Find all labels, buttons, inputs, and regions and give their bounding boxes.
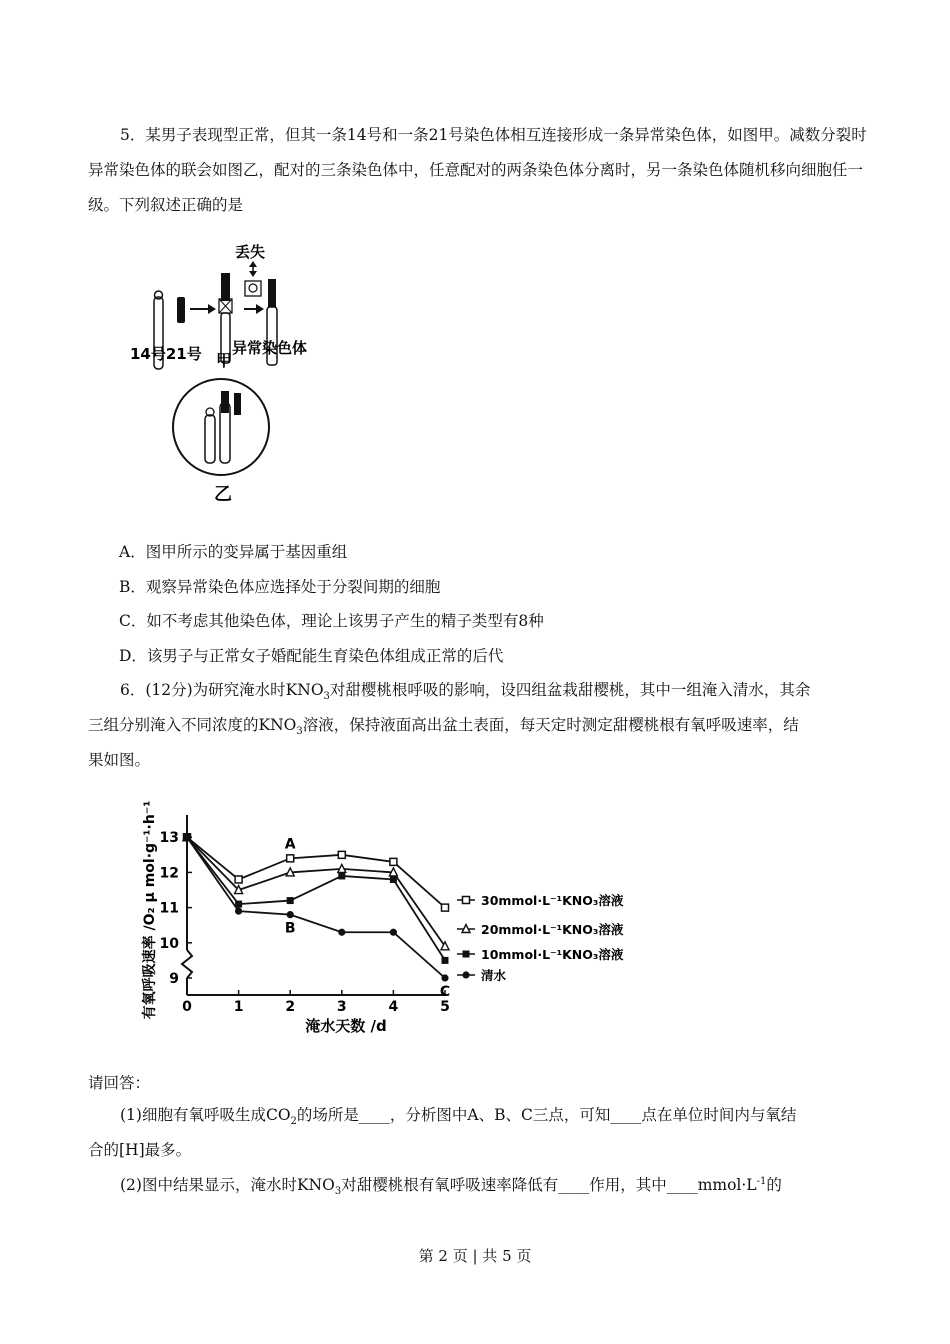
- label-14-21: 14号21号: [130, 345, 202, 363]
- q5-option-c: C．如不考虑其他染色体，理论上该男子产生的精子类型有8种: [119, 612, 544, 630]
- data-point: [235, 876, 242, 883]
- q6-prompt: 请回答：: [88, 1074, 151, 1092]
- legend-label: 10mmol·L⁻¹KNO₃溶液: [481, 947, 624, 962]
- annotation-label: B: [284, 920, 296, 937]
- data-point: [390, 929, 397, 936]
- y-axis-break: [182, 950, 192, 978]
- y-tick-label: 11: [159, 900, 179, 917]
- annotation-label: A: [284, 836, 296, 853]
- q5-stem: 5．某男子表现型正常，但其一条14号和一条21号染色体相互连接形成一条异常染色体，如图甲。减数分裂时异常染色体的联会如图乙，配对的三条染色体中，任意配对的两条染色体分离时，另一条染色体随机移向细胞任一级。下列叙述正确的是: [88, 126, 867, 214]
- legend-label: 清水: [481, 968, 507, 983]
- data-point: [338, 929, 345, 936]
- y-tick-label: 12: [159, 865, 179, 882]
- y-tick-label: 13: [159, 830, 179, 847]
- data-point: [287, 855, 294, 862]
- data-point: [287, 911, 294, 918]
- label-lost: 丢失: [235, 243, 266, 261]
- series-line: [187, 837, 445, 978]
- x-tick-label: 3: [336, 999, 347, 1015]
- y-tick-label: 9: [169, 971, 179, 987]
- data-point: [441, 974, 448, 981]
- data-point: [442, 957, 449, 964]
- x-axis-label: 淹水天数 /d: [305, 1017, 387, 1035]
- data-point: [442, 904, 449, 911]
- data-point: [390, 858, 397, 865]
- x-tick-label: 2: [285, 999, 296, 1015]
- legend-marker: [463, 897, 470, 904]
- q6-stem-line1: 6．(12分)为研究淹水时$KNO_3$对甜樱桃根呼吸的影响，设四组盆栽甜樱桃，其中一组淹入清水，其余: [120, 681, 811, 703]
- page-footer: 第 2 页 | 共 5 页: [418, 1247, 532, 1265]
- y-axis-label: 有氧呼吸速率 /O₂ μ mol·g⁻¹·h⁻¹: [142, 800, 158, 1020]
- annotation-label: C: [439, 984, 451, 1000]
- legend-marker: [462, 971, 469, 978]
- x-tick-label: 1: [233, 999, 244, 1015]
- series-line: [187, 837, 445, 907]
- respiration-chart: [130, 788, 630, 1038]
- y-tick-label: 10: [159, 935, 179, 952]
- data-point: [287, 897, 294, 904]
- q6-sub2-line1: (2)图中结果显示，淹水时$KNO_3$对甜樱桃根有氧呼吸速率降低有____作用，其中$\_\_\_\_mmol\cdot L^{-1}$的: [120, 1175, 782, 1198]
- q5-option-d: D．该男子与正常女子婚配能生育染色体组成正常的后代: [119, 647, 504, 665]
- q6-stem-line2: 三组分别淹入不同浓度的$KNO_3$溶液，保持液面高出盆土表面，每天定时测定甜樱桃根有氧呼吸速率，结: [88, 716, 799, 738]
- data-point: [183, 834, 190, 841]
- x-tick-label: 0: [182, 999, 192, 1015]
- q5-option-b: B．观察异常染色体应选择处于分裂间期的细胞: [119, 578, 441, 596]
- chromosome-figure: [120, 235, 350, 510]
- q6-sub1-line2: 合的[H]最多。: [88, 1141, 192, 1159]
- legend-label: 30mmol·L⁻¹KNO₃溶液: [481, 893, 624, 908]
- data-point: [390, 876, 397, 883]
- data-point: [338, 872, 345, 879]
- q6-sub1-line1: (1)细胞有氧呼吸生成$CO_2$的场所是____，分析图中A、B、C三点，可知____点在单位时间内与氧结: [120, 1106, 797, 1128]
- data-point: [235, 908, 242, 915]
- x-tick-label: 4: [388, 999, 399, 1015]
- q5-option-a: A．图甲所示的变异属于基因重组: [119, 543, 348, 561]
- label-abnormal: 异常染色体: [232, 339, 308, 357]
- legend-label: 20mmol·L⁻¹KNO₃溶液: [481, 922, 624, 937]
- label-jia: 甲: [216, 351, 233, 370]
- data-point: [338, 851, 345, 858]
- x-tick-label: 5: [440, 999, 450, 1015]
- q6-stem-line3: 果如图。: [88, 751, 151, 769]
- label-yi: 乙: [214, 484, 232, 505]
- legend-marker: [463, 951, 470, 958]
